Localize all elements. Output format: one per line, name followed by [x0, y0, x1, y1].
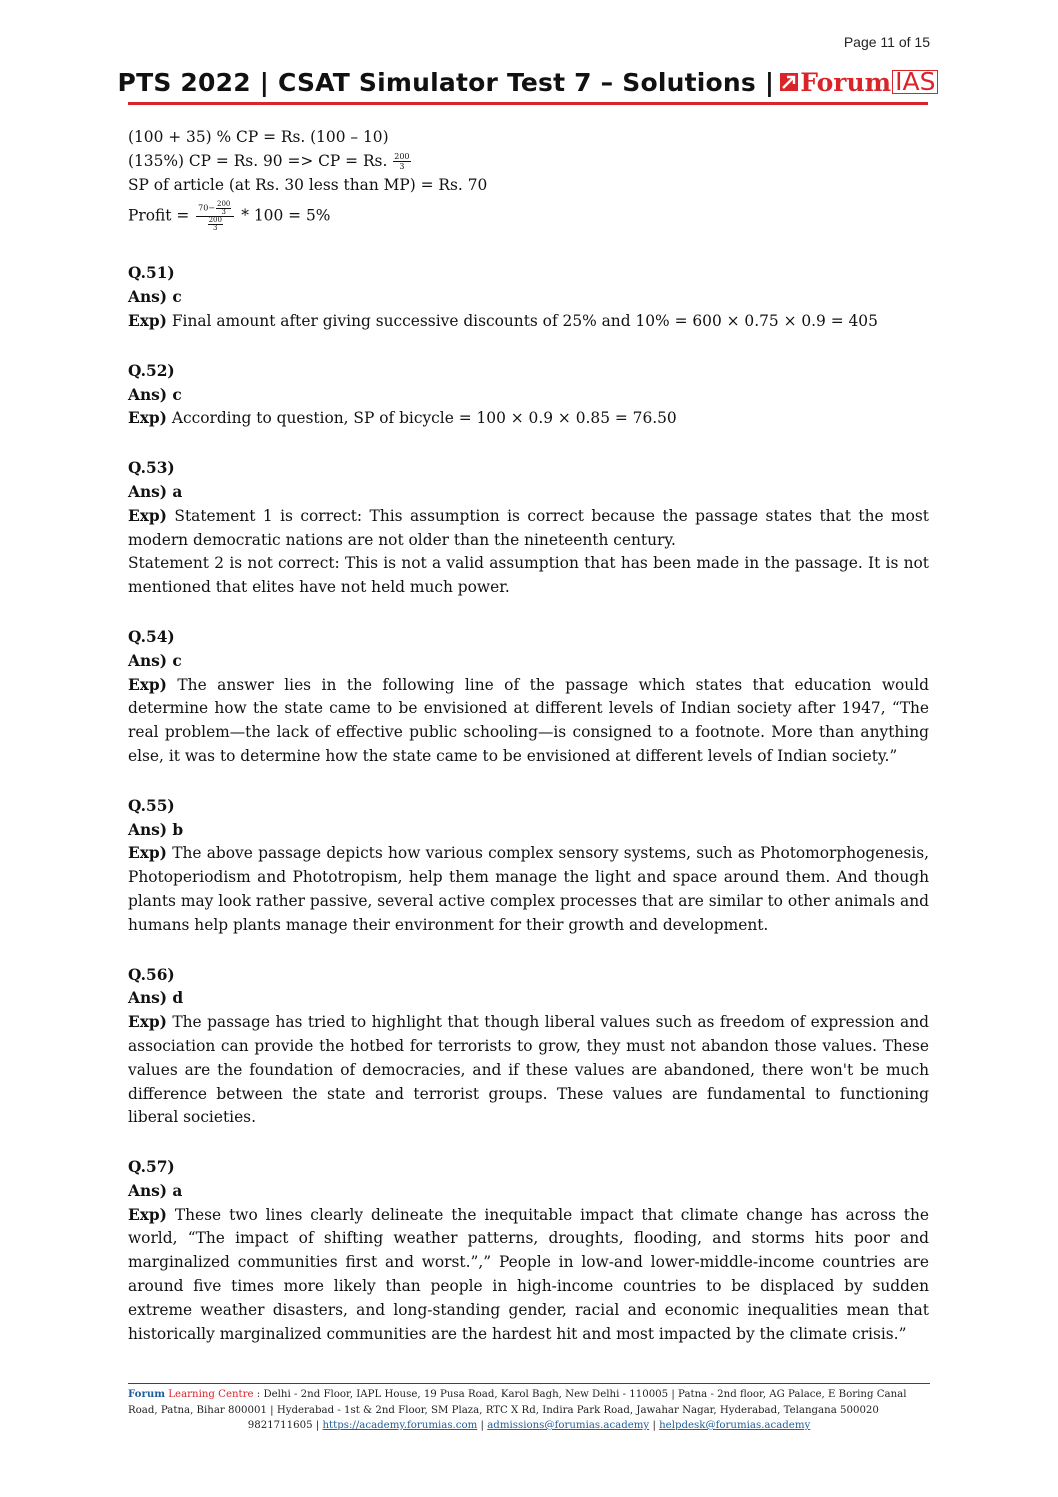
explanation	[128, 310, 929, 334]
question-number: Q.57)	[128, 1158, 175, 1177]
footer-separator: |	[652, 1420, 656, 1431]
inner-fraction	[216, 201, 231, 216]
explanation	[128, 674, 929, 769]
page-header	[117, 62, 936, 102]
footer-phone: 9821711605 |	[247, 1420, 320, 1431]
exp-text: The above passage depicts how various complex sensory systems, such as Photomorphogenesis, Photoperiodism and Phototropism, help them manage the light and space around them. And though plants may look rather passive, several active complex processes that are similar to other animals and humans help plants manage their environment for their growth and development.	[128, 844, 929, 934]
exp-key: Exp)	[128, 506, 167, 525]
footer-link-helpdesk[interactable]: helpdesk@forumias.academy	[659, 1420, 811, 1431]
profit-fraction-bottom	[196, 217, 234, 232]
profit-result: * 100 = 5%	[241, 206, 331, 225]
page-number: Page 11 of 15	[843, 34, 930, 50]
arrow-logo-icon	[780, 73, 798, 91]
header-divider	[128, 102, 928, 105]
inner-fraction-num: 200	[217, 200, 231, 209]
calc-line-4	[128, 201, 929, 232]
fraction-numerator: 200	[394, 152, 410, 162]
question-number: Q.54)	[128, 627, 175, 646]
exp-text: According to question, SP of bicycle = 100 × 0.9 × 0.85 = 76.50	[166, 409, 677, 428]
explanation	[128, 1011, 929, 1130]
forumias-logo	[780, 68, 938, 97]
bottom-fraction-num: 200	[208, 216, 222, 225]
explanation	[128, 842, 929, 937]
calc-line-1: (100 + 35) % CP = Rs. (100 – 10)	[128, 128, 389, 146]
exp-key: Exp)	[128, 675, 167, 694]
exp-key: Exp)	[128, 311, 167, 330]
exp-key: Exp)	[128, 844, 167, 863]
profit-fraction	[196, 201, 234, 232]
profit-fraction-top-text: 70−	[198, 203, 216, 213]
explanation	[128, 1204, 929, 1347]
footer-brand-rest: Learning Centre	[165, 1389, 254, 1400]
logo-ias-text: IAS	[892, 70, 938, 94]
answer-label: Ans) c	[128, 288, 182, 307]
logo-forum-text: Forum	[800, 67, 892, 97]
profit-label: Profit =	[128, 206, 190, 225]
fraction-200-3	[393, 152, 410, 171]
question-number: Q.56)	[128, 965, 175, 984]
footer-address-block	[128, 1387, 930, 1418]
inner-fraction-den: 3	[221, 208, 226, 217]
page-footer	[128, 1387, 930, 1434]
question-block	[128, 1156, 929, 1346]
question-block	[128, 795, 929, 938]
question-block	[128, 262, 929, 333]
fraction-denominator: 3	[399, 162, 405, 172]
question-block	[128, 964, 929, 1131]
question-block	[128, 360, 929, 431]
exp-text: The passage has tried to highlight that though liberal values such as freedom of expression and association can provide the hotbed for terrorists to grow, they must not abandon those values. These values are the foundation of democracies, and if these values are abandoned, there won't be much difference between the state and terrorist groups. These values are fundamental to functioning liberal societies.	[128, 1013, 929, 1127]
bottom-fraction	[208, 217, 223, 232]
answer-label: Ans) a	[128, 482, 183, 501]
answer-label: Ans) c	[128, 651, 182, 670]
answer-label: Ans) c	[128, 385, 182, 404]
header-title: PTS 2022 | CSAT Simulator Test 7 – Solutions |	[117, 67, 775, 97]
exp-text: The answer lies in the following line of the passage which states that education would determine how the state came to be envisioned at different levels of Indian society after 1947, “The real problem—the lack of effective public schooling—is consigned to a footnote. More than anything else, it was to determine how the state came to be envisioned at different levels of Indian society.”	[128, 675, 929, 765]
footer-separator: |	[480, 1420, 484, 1431]
answer-label: Ans) a	[128, 1181, 183, 1200]
explanation	[128, 505, 929, 553]
answer-label: Ans) b	[128, 820, 184, 839]
exp-text: These two lines clearly delineate the inequitable impact that climate change has across the world, “The impact of shifting weather patterns, droughts, flooding, and storms hits poor and marginalized communities first and worst.”,” People in low-and lower-middle-income countries are around five times more likely than people in high-income countries to be displaced by sudden extreme weather disasters, and long-standing gender, racial and economic inequalities mean that historically marginalized communities are the hardest hit and most impacted by the climate crisis.”	[128, 1205, 929, 1343]
question-block	[128, 457, 929, 600]
question-number: Q.53)	[128, 459, 175, 478]
question-number: Q.55)	[128, 796, 175, 815]
footer-link-academy[interactable]: https://academy.forumias.com	[322, 1420, 478, 1431]
calc-line-2-text: (135%) CP = Rs. 90 => CP = Rs.	[128, 151, 388, 170]
exp-key: Exp)	[128, 1205, 167, 1224]
calc-line-3: SP of article (at Rs. 30 less than MP) = Rs. 70	[128, 175, 488, 194]
solutions-content	[128, 126, 929, 1346]
footer-address: : Delhi - 2nd Floor, IAPL House, 19 Pusa Road, Karol Bagh, New Delhi - 110005 | Patna - 2nd floor, AG Palace, E Boring Canal Road, Patna, Bihar 800001 | Hyderabad - 1st & 2nd Floor, SM Plaza, RTC X Rd, Indira Park Road, Jawahar Nagar, Hyderabad, Telangana 500020	[128, 1389, 907, 1416]
explanation	[128, 407, 929, 431]
footer-link-admissions[interactable]: admissions@forumias.academy	[487, 1420, 650, 1431]
profit-fraction-top	[196, 201, 234, 217]
bottom-fraction-den: 3	[213, 224, 218, 233]
answer-label: Ans) d	[128, 989, 184, 1008]
footer-links	[128, 1418, 930, 1434]
footer-brand-forum: Forum	[128, 1388, 166, 1400]
question-number: Q.52)	[128, 361, 175, 380]
exp-text: Statement 1 is correct: This assumption is correct because the passage states that the most modern democratic nations are not older than the nineteenth century.	[128, 506, 929, 549]
footer-divider	[128, 1383, 930, 1384]
calc-line-2	[128, 150, 929, 174]
exp-text: Final amount after giving successive discounts of 25% and 10% = 600 × 0.75 × 0.9 = 405	[166, 311, 878, 330]
question-number: Q.51)	[128, 264, 175, 283]
question-block	[128, 626, 929, 769]
exp-key: Exp)	[128, 409, 167, 428]
exp-key: Exp)	[128, 1013, 167, 1032]
explanation-continued: Statement 2 is not correct: This is not a valid assumption that has been made in the passage. It is not mentioned that elites have not held much power.	[128, 554, 929, 597]
